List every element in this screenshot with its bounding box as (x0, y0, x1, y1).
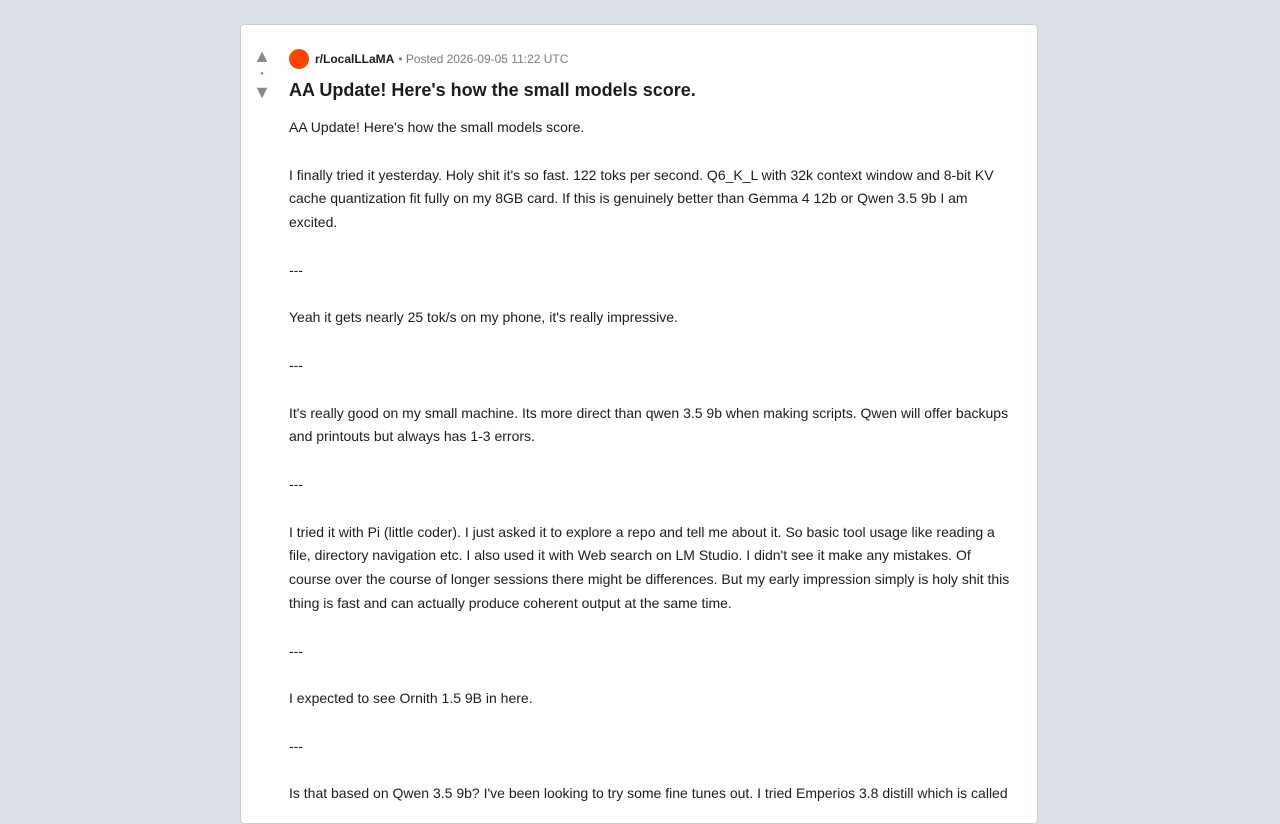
post-title[interactable]: AA Update! Here's how the small models score. (289, 80, 696, 100)
vote-column (241, 47, 283, 101)
post-paragraph: It's really good on my small machine. Its more direct than qwen 3.5 9b when making scripts. Qwen will offer backups and printouts but always has 1-3 errors. (289, 404, 1012, 445)
subreddit-icon[interactable] (289, 49, 309, 69)
post-card (240, 24, 1038, 824)
post-timestamp: • Posted 2026-09-05 11:22 UTC (398, 52, 569, 66)
upvote-icon[interactable]: ▲ (253, 46, 271, 66)
post-paragraph: I tried it with Pi (little coder). I just asked it to explore a repo and tell me about it. So basic tool usage like reading a file, directory navigation etc. I also used it with Web search on LM Studio. I didn't see it make any mistakes. Of course over the course of longer sessions there might be differences. But my early impression simply is holy shit this thing is fast and can actually produce coherent output at the same time. (289, 523, 1014, 611)
post-body (289, 116, 1013, 806)
post-paragraph: I expected to see Ornith 1.5 9B in here. (289, 690, 533, 707)
post-content (289, 49, 1013, 824)
post-paragraph: I finally tried it yesterday. Holy shit it's so fast. 122 toks per second. Q6_K_L with 32k context window and 8-bit KV cache quantization fit fully on my 8GB card. If this is genuinely better than Gemma 4 12b or Qwen 3.5 9b I am excited. (289, 166, 998, 231)
post-separator: --- (289, 642, 303, 659)
post-separator: --- (289, 475, 303, 492)
post-separator: --- (289, 737, 303, 754)
post-paragraph: Is that based on Qwen 3.5 9b? I've been looking to try some fine tunes out. I tried Emperios 3.8 distill which is called (289, 785, 1008, 802)
vote-score: • (260, 69, 264, 78)
post-paragraph: AA Update! Here's how the small models score. (289, 119, 585, 135)
post-separator: --- (289, 261, 303, 278)
post-meta (289, 49, 1013, 69)
downvote-icon[interactable]: ▼ (253, 82, 271, 102)
post-paragraph: Yeah it gets nearly 25 tok/s on my phone, it's really impressive. (289, 309, 678, 326)
post-separator: --- (289, 356, 303, 373)
subreddit-link[interactable]: r/LocalLLaMA (315, 52, 395, 66)
